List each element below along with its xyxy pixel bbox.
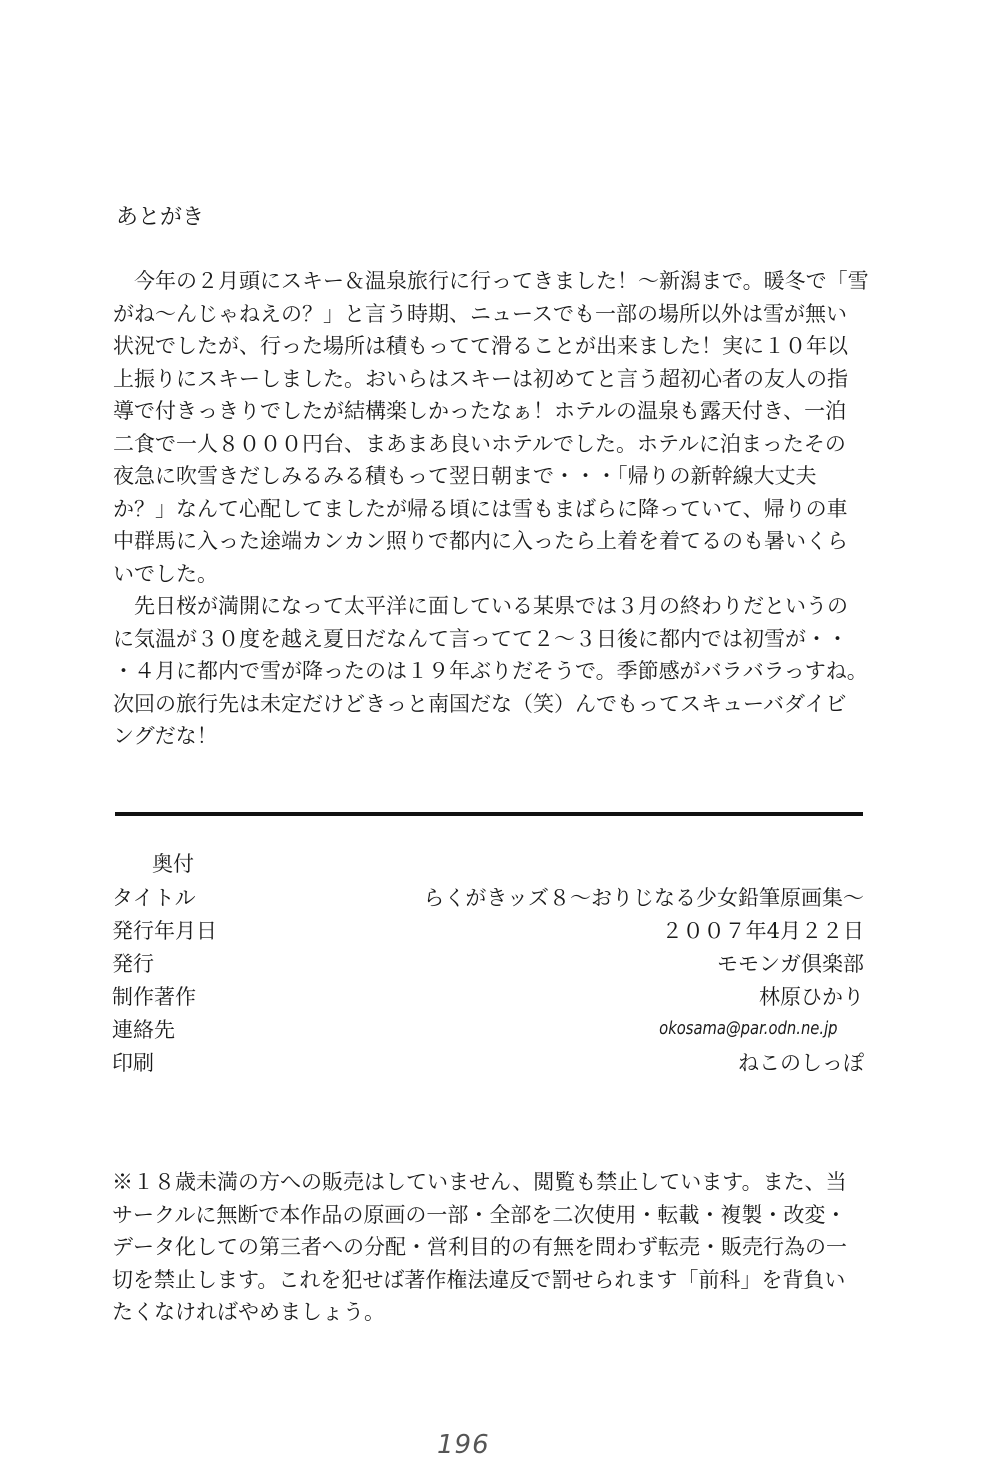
afterword-line: に気温が３０度を越え夏日だなんて言ってて２～３日後に都内では初雪が・・: [113, 626, 848, 651]
colophon-row-printer: [112, 1045, 864, 1078]
afterword-line: 状況でしたが、行った場所は積もってて滑ることが出来ました！実に１０年以: [113, 334, 848, 358]
notice-line: たくなければやめましょう。: [112, 1300, 385, 1324]
afterword-line: か？」なんて心配してましたが帰る頃には雪もまばらに降っていて、帰りの車: [113, 496, 848, 521]
afterword-line: いでした。: [113, 561, 218, 586]
afterword-line: 中群馬に入った途端カンカン照りで都内に入ったら上着を着てるのも暑いくら: [113, 529, 848, 553]
afterword-line: 次回の旅行先は未定だけどきっと南国だな（笑）んでもってスキューバダイビ: [113, 691, 847, 716]
afterword-line: 夜急に吹雪きだしみるみる積もって翌日朝まで・・・「帰りの新幹線大丈夫: [113, 464, 817, 488]
legal-notice: [112, 1166, 872, 1329]
colophon-row-contact: [112, 1012, 864, 1045]
colophon-label: 印刷: [112, 1050, 154, 1075]
notice-line: サークルに無断で本作品の原画の一部・全部を二次使用・転載・複製・改変・: [112, 1202, 847, 1227]
afterword-line: 導で付きっきりでしたが結構楽しかったなぁ！ホテルの温泉も露天付き、一泊: [113, 399, 847, 423]
colophon-row-author: [112, 979, 864, 1012]
notice-line: ※１８歳未満の方への販売はしていません、閲覧も禁止しています。また、当: [112, 1170, 847, 1194]
afterword-line: 二食で一人８０００円台、まあまあ良いホテルでした。ホテルに泊まったその: [113, 431, 846, 456]
colophon-row-title: [112, 880, 864, 913]
colophon-value: 林原ひかり: [759, 984, 864, 1009]
afterword-line: 今年の２月頭にスキー＆温泉旅行に行ってきました！～新潟まで。暖冬で「雪: [113, 269, 869, 293]
notice-line: データ化しての第三者への分配・営利目的の有無を問わず転売・販売行為の一: [112, 1235, 847, 1259]
afterword-line: ・４月に都内で雪が降ったのは１９年ぶりだそうで。季節感がバラバラっすね。: [113, 659, 868, 683]
page-number: 196: [437, 1430, 490, 1460]
colophon-value: モモンガ倶楽部: [717, 951, 864, 976]
afterword-body: [113, 265, 883, 753]
colophon-label: 発行: [112, 951, 154, 976]
afterword-line: 先日桜が満開になって太平洋に面している某県では３月の終わりだというの: [113, 594, 848, 618]
colophon-row-date: [112, 913, 864, 946]
contact-email: okosama@par.odn.ne.jp: [659, 1018, 838, 1039]
colophon-label: タイトル: [112, 885, 196, 910]
afterword-line: 上振りにスキーしました。おいらはスキーは初めてと言う超初心者の友人の指: [113, 366, 848, 391]
colophon-value: ねこのしっぽ: [738, 1050, 864, 1075]
afterword-heading: あとがき: [116, 205, 205, 230]
notice-line: 切を禁止します。これを犯せば著作権法違反で罰せられます「前科」を背負い: [112, 1267, 846, 1292]
colophon-heading: 奥付: [152, 852, 194, 876]
section-divider: [115, 812, 863, 816]
colophon-value: ２００７年4月２２日: [661, 918, 864, 943]
colophon-label: 発行年月日: [112, 918, 217, 943]
colophon-row-publisher: [112, 946, 864, 979]
afterword-line: がね～んじゃねえの？」と言う時期、ニュースでも一部の場所以外は雪が無い: [113, 301, 847, 326]
colophon-value: らくがきッズ８～おりじなる少女鉛筆原画集～: [423, 885, 864, 910]
colophon-label: 制作著作: [112, 984, 196, 1009]
colophon-label: 連絡先: [112, 1017, 175, 1042]
afterword-line: ングだな！: [113, 724, 218, 748]
